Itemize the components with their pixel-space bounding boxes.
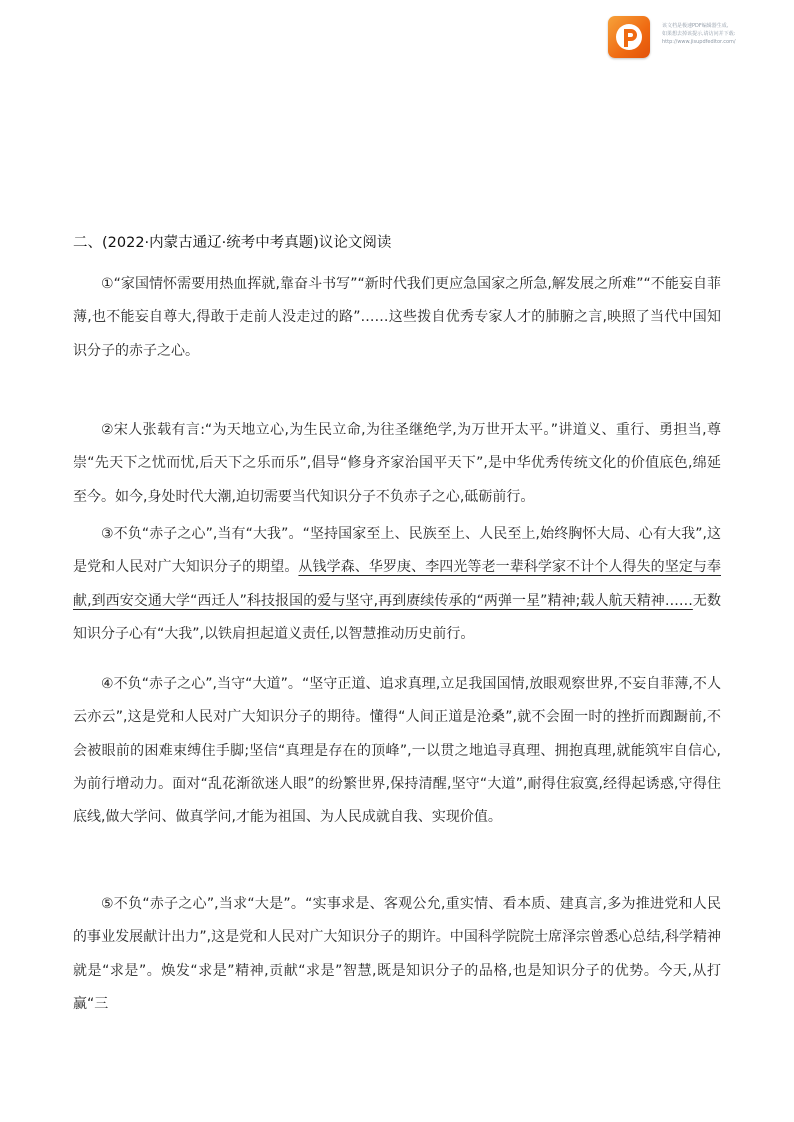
paragraph-4: ④不负“赤子之心”,当守“大道”。“坚守正道、追求真理,立足我国国情,放眼观察世界,不妄自菲薄,不人云亦云”,这是党和人民对广大知识分子的期待。懂得“人间正道是沧桑”,就不会囿一时的挫折而踟蹰前,不会被眼前的困难束缚住手脚;坚信“真理是存在的顶峰”,一以贯之地追寻真理、拥抱真理,就能筑牢自信心,为前行增动力。面对“乱花渐欲迷人眼”的纷繁世界,保持清醒,坚守“大道”,耐得住寂寞,经得起诱惑,守得住底线,做大学问、做真学问,才能为祖国、为人民成就自我、实现价值。: [73, 676, 721, 826]
paragraph-3-intro: ③不负“赤子之心”,当有“大我”。“坚持国家至上、民族至上、人民至上,始终胸怀大局、心有大我”,这是党和人民对广大知识分子的期望。: [73, 526, 721, 576]
paragraph-5: ⑤不负“赤子之心”,当求“大是”。“实事求是、客观公允,重实情、看本质、建真言,多为推进党和人民的事业发展献计出力”,这是党和人民对广大知识分子的期许。中国科学院院士席泽宗曾悉心总结,科学精神就是“求是”。焕发“求是”精神,贡献“求是”智慧,既是知识分子的品格,也是知识分子的优势。今天,从打赢“三: [73, 896, 721, 1012]
section-heading: 二、(2022·内蒙古通辽·统考中考真题)议论文阅读: [73, 235, 392, 251]
watermark-line: 如果想去掉该提示,请访问并下载:: [662, 31, 736, 37]
paragraph-2: ②宋人张载有言:“为天地立心,为生民立命,为往圣继绝学,为万世开太平。”讲道义、重行、勇担当,尊崇“先天下之忧而忧,后天下之乐而乐”,倡导“修身齐家治国平天下”,是中华优秀传统文化的价值底色,绵延至今。如今,身处时代大潮,迫切需要当代知识分子不负赤子之心,砥砺前行。: [73, 422, 721, 505]
underlined-passage: 从钱学森、华罗庚、李四光等老一辈科学家不计个人得失的坚定与奉献,到西安交通大学“西迁人”科技报国的爱与坚守,再到赓续传承的“两弹一星”精神;载人航天精神……: [73, 559, 721, 609]
watermark-notice: [662, 22, 790, 46]
paragraph-3-conclusion: 无数知识分子心有“大我”,以铁肩担起道义责任,以智慧推动历史前行。: [73, 592, 721, 642]
paragraph-3: [73, 518, 721, 651]
watermark-line: 该文档是极速PDF编辑器生成,: [662, 23, 729, 29]
watermark-link[interactable]: http://www.jisupdfeditor.com/: [662, 39, 736, 45]
paragraph-1: ①“家国情怀需要用热血挥就,靠奋斗书写”“新时代我们更应急国家之所急,解发展之所难”“不能妄自菲薄,也不能妄自尊大,得敢于走前人没走过的路”……这些拨自优秀专家人才的肺腑之言,映照了当代中国知识分子的赤子之心。: [73, 276, 721, 359]
pdf-editor-logo-icon: [608, 16, 650, 58]
